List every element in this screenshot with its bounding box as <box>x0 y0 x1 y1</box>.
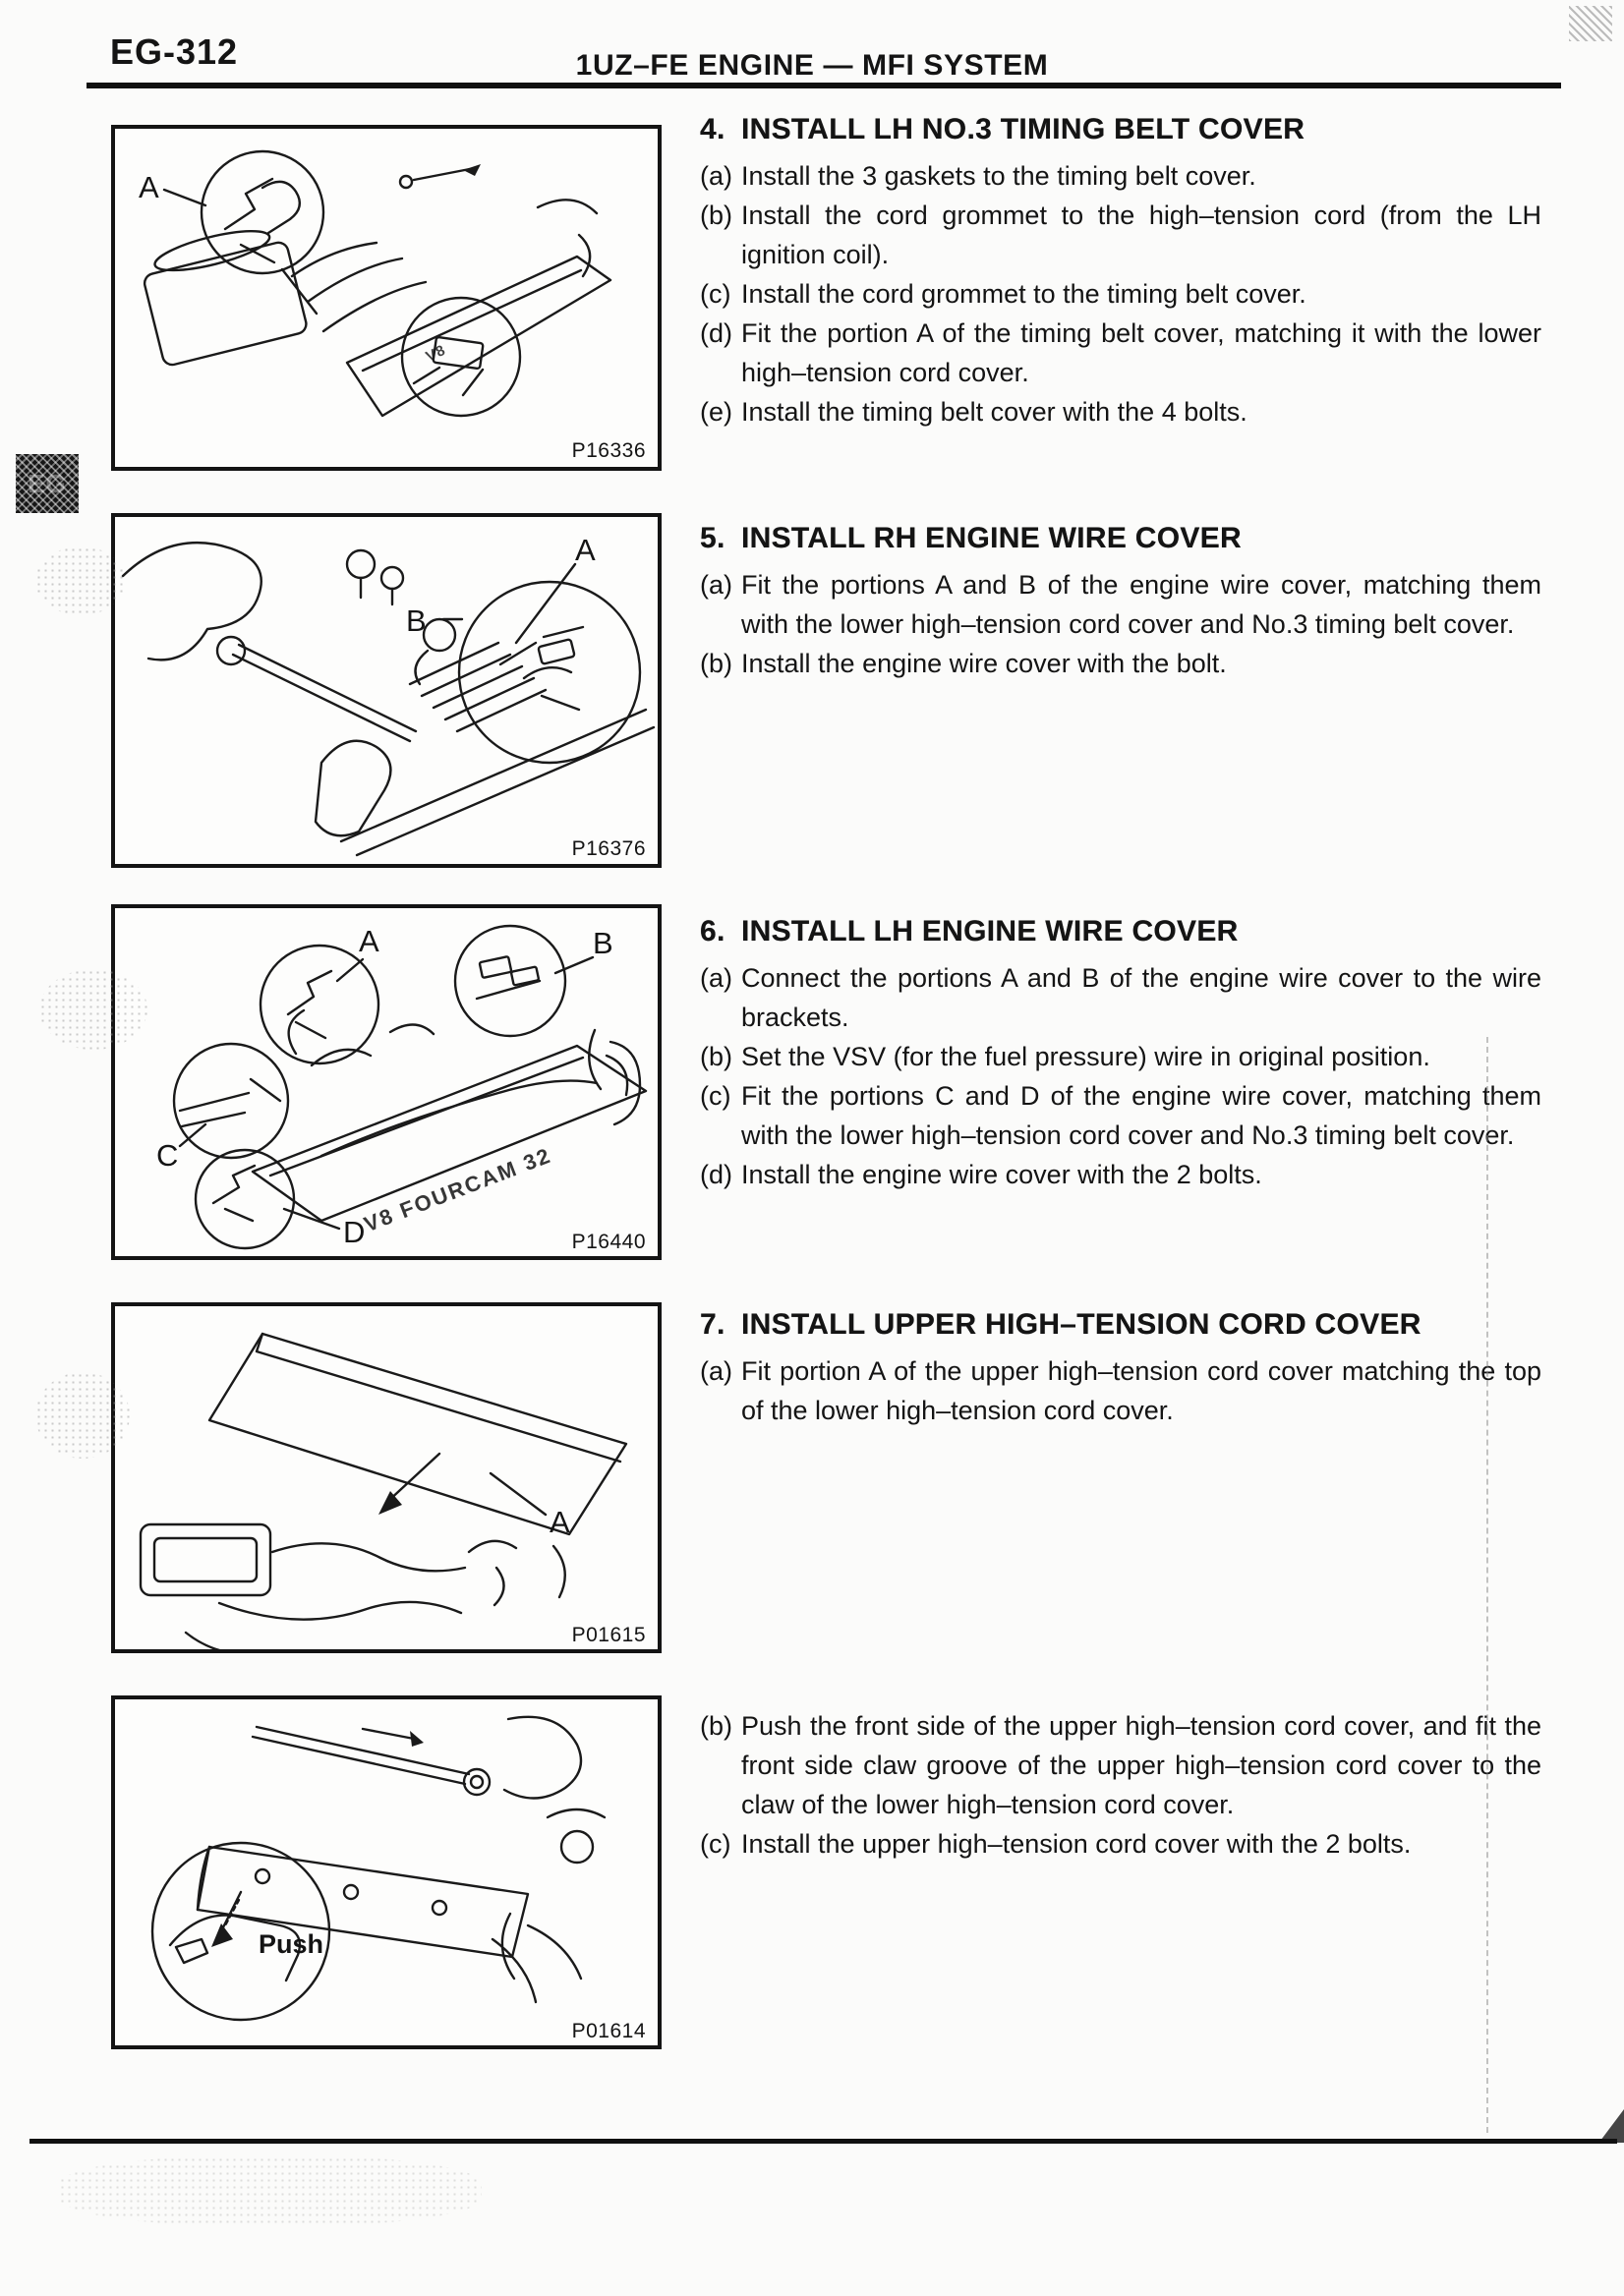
figure-code: P01614 <box>571 2020 646 2042</box>
scan-artifact <box>35 1372 130 1459</box>
step-text: Install the cord grommet to the timing belt cover. <box>741 279 1306 309</box>
step-marker: (a) <box>700 570 732 600</box>
step-text: Fit the portions C and D of the engine wire cover, matching them with the lower high–tension cord cover and No.3 timing belt cover. <box>741 1081 1541 1150</box>
step-marker: (b) <box>700 1042 732 1071</box>
step-text: Fit the portions A and B of the engine wire cover, matching them with the lower high–tension cord cover and No.3 timing belt cover. <box>741 570 1541 639</box>
step-row <box>700 644 1541 683</box>
step-row <box>700 314 1541 392</box>
step-marker: (c) <box>700 1081 731 1111</box>
section-5 <box>700 519 1541 683</box>
section-heading <box>700 1305 1541 1345</box>
section-title: INSTALL LH ENGINE WIRE COVER <box>741 915 1239 947</box>
step-text: Install the 3 gaskets to the timing belt cover. <box>741 161 1256 191</box>
cover-logo-text: V8 <box>423 341 449 366</box>
section-title: INSTALL LH NO.3 TIMING BELT COVER <box>741 113 1305 145</box>
callout-label-a: A <box>359 924 379 958</box>
scan-artifact <box>35 546 126 615</box>
section-heading <box>700 912 1541 951</box>
step-marker: (a) <box>700 1356 732 1386</box>
wrench-sketch <box>233 645 416 741</box>
step-marker: (a) <box>700 161 732 191</box>
wrench-sketch <box>253 1727 469 1784</box>
scan-artifact <box>1569 6 1612 41</box>
figure-illustration-timing-belt-cover <box>115 129 658 467</box>
step-text: Fit the portion A of the timing belt cover, matching it with the lower high–tension cord cover. <box>741 318 1541 387</box>
figure-illustration-lh-engine-wire-cover <box>115 908 658 1256</box>
figure-illustration-push-claw <box>115 1699 658 2045</box>
callout-label-a: A <box>550 1505 570 1539</box>
figure-box-p01615 <box>111 1302 662 1653</box>
figure-illustration-rh-engine-wire-cover <box>115 517 658 864</box>
step-marker: (b) <box>700 649 732 678</box>
figure-box-p16440 <box>111 904 662 1260</box>
figure-box-p16376 <box>111 513 662 868</box>
step-row <box>700 1076 1541 1155</box>
callout-label-a: A <box>575 533 596 567</box>
section-number: 5. <box>700 522 725 554</box>
figure-illustration-upper-cord-cover <box>115 1306 658 1649</box>
section-title: INSTALL RH ENGINE WIRE COVER <box>741 522 1242 554</box>
section-number: 7. <box>700 1308 725 1341</box>
figure-code: P16440 <box>571 1231 646 1253</box>
callout-label-b: B <box>406 603 427 638</box>
step-text: Fit portion A of the upper high–tension cord cover matching the top of the lower high–tension cord cover. <box>741 1356 1541 1425</box>
section-6 <box>700 912 1541 1194</box>
callout-label-b: B <box>593 926 613 960</box>
figure-box-p01614 <box>111 1695 662 2049</box>
header-rule <box>87 83 1561 88</box>
bottom-rule <box>29 2139 1617 2144</box>
callout-label-c: C <box>156 1138 179 1173</box>
step-text: Connect the portions A and B of the engine wire cover to the wire brackets. <box>741 963 1541 1032</box>
step-text: Install the cord grommet to the high–tension cord (from the LH ignition coil). <box>741 201 1541 269</box>
figure-code: P16336 <box>571 439 646 462</box>
page-fold-line <box>1486 1037 1488 2133</box>
hand-sketch <box>504 1717 581 1799</box>
step-marker: (b) <box>700 201 732 230</box>
step-text: Install the timing belt cover with the 4 bolts. <box>741 397 1247 427</box>
step-row <box>700 1155 1541 1194</box>
push-label: Push <box>259 1929 324 1959</box>
scan-artifact <box>39 969 147 1050</box>
step-row <box>700 1706 1541 1824</box>
step-marker: (c) <box>700 1829 731 1859</box>
page-code: EG-312 <box>110 31 239 72</box>
step-text: Install the upper high–tension cord cover with the 2 bolts. <box>741 1829 1412 1859</box>
step-text: Set the VSV (for the fuel pressure) wire in original position. <box>741 1042 1430 1071</box>
step-row <box>700 958 1541 1037</box>
section-7-continued <box>700 1706 1541 1864</box>
step-row <box>700 156 1541 196</box>
figure-box-p16336 <box>111 125 662 471</box>
step-marker: (d) <box>700 318 732 348</box>
section-heading <box>700 519 1541 558</box>
figure-code: P01615 <box>571 1624 646 1646</box>
step-marker: (d) <box>700 1160 732 1189</box>
step-text: Push the front side of the upper high–tension cord cover, and fit the front side claw groove of the upper high–tension cord cover to the claw of the lower high–tension cord cover. <box>741 1711 1541 1819</box>
step-marker: (c) <box>700 279 731 309</box>
section-tab-eg: EG <box>16 454 79 513</box>
section-7 <box>700 1305 1541 1430</box>
section-number: 6. <box>700 915 725 947</box>
step-row <box>700 1824 1541 1864</box>
figure-code: P16376 <box>571 837 646 860</box>
step-marker: (e) <box>700 397 732 427</box>
scan-artifact <box>59 2156 482 2225</box>
section-4 <box>700 110 1541 431</box>
step-row <box>700 565 1541 644</box>
scan-artifact <box>1595 2109 1624 2143</box>
step-row <box>700 196 1541 274</box>
step-row <box>700 1037 1541 1076</box>
step-text: Install the engine wire cover with the bolt. <box>741 649 1227 678</box>
cover-logo-text: V8 FOURCAM 32 <box>360 1142 555 1237</box>
section-number: 4. <box>700 113 725 145</box>
step-marker: (b) <box>700 1711 732 1741</box>
callout-label-a: A <box>139 170 159 204</box>
doc-title: 1UZ–FE ENGINE — MFI SYSTEM <box>575 49 1049 82</box>
step-row <box>700 392 1541 431</box>
section-title: INSTALL UPPER HIGH–TENSION CORD COVER <box>741 1308 1421 1341</box>
callout-label-d: D <box>343 1215 366 1249</box>
step-row <box>700 1351 1541 1430</box>
step-row <box>700 274 1541 314</box>
step-text: Install the engine wire cover with the 2 bolts. <box>741 1160 1262 1189</box>
section-heading <box>700 110 1541 149</box>
step-marker: (a) <box>700 963 732 993</box>
